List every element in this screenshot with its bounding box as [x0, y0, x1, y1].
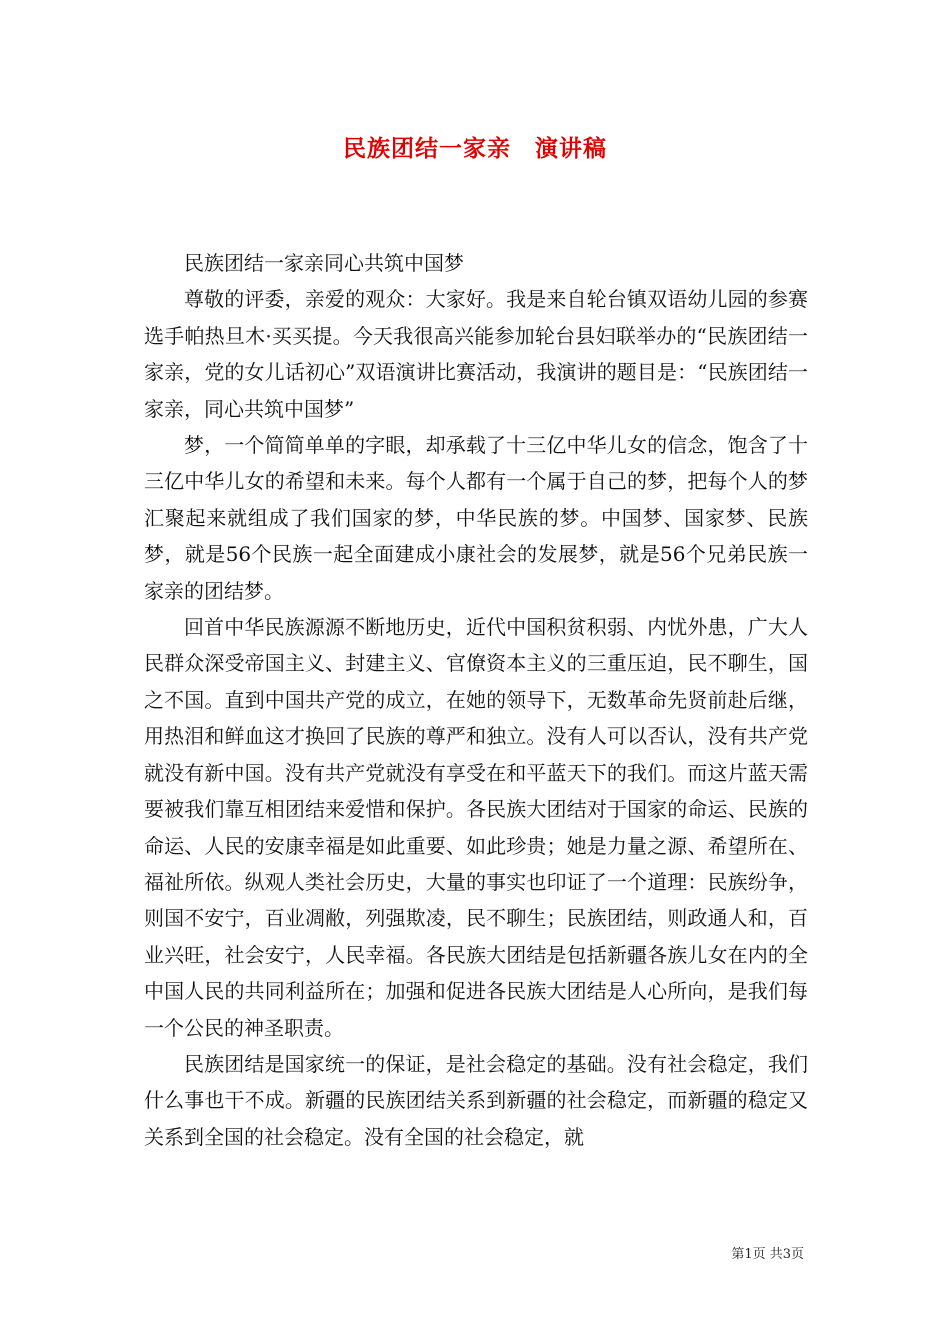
unity-paragraph: 民族团结是国家统一的保证，是社会稳定的基础。没有社会稳定，我们什么事也干不成。新疆的民族团结关系到新疆的社会稳定，而新疆的稳定又关系到全国的社会稳定。没有全国的社会稳定，就	[144, 1051, 808, 1149]
history-paragraph: 回首中华民族源源不断地历史，近代中国积贫积弱、内忧外患，广大人民群众深受帝国主义、封建主义、官僚资本主义的三重压迫，民不聊生，国之不国。直到中国共产党的成立，在她的领导下，无数革命先贤前赴后继，用热泪和鲜血这才换回了民族的尊严和独立。没有人可以否认，没有共产党就没有新中国。没有共产党就没有享受在和平蓝天下的我们。而这片蓝天需要被我们靠互相团结来爱惜和保护。各民族大团结对于国家的命运、民族的命运、人民的安康幸福是如此重要、如此珍贵；她是力量之源、希望所在、福祉所依。纵观人类社会历史，大量的事实也印证了一个道理：民族纷争，则国不安宁，百业凋敝，列强欺凌，民不聊生；民族团结，则政通人和，百业兴旺，社会安宁，人民幸福。各民族大团结是包括新疆各族儿女在内的全中国人民的共同利益所在；加强和促进各民族大团结是人心所向，是我们每一个公民的神圣职责。	[144, 615, 808, 1040]
document-title: 民族团结一家亲 演讲稿	[343, 135, 607, 162]
page-number-footer: 第1页 共3页	[731, 1247, 804, 1262]
greeting-paragraph: 尊敬的评委，亲爱的观众：大家好。我是来自轮台镇双语幼儿园的参赛选手帕热旦木·买买提。今天我很高兴能参加轮台县妇联举办的“民族团结一家亲，党的女儿话初心”双语演讲比赛活动，我演讲的题目是：“民族团结一家亲，同心共筑中国梦”	[144, 287, 808, 421]
document-body	[144, 245, 808, 1155]
subtitle-paragraph: 民族团结一家亲同心共筑中国梦	[184, 251, 464, 275]
dream-paragraph: 梦，一个简简单单的字眼，却承载了十三亿中华儿女的信念，饱含了十三亿中华儿女的希望和未来。每个人都有一个属于自己的梦，把每个人的梦汇聚起来就组成了我们国家的梦，中华民族的梦。中国梦、国家梦、民族梦，就是56个民族一起全面建成小康社会的发展梦，就是56个兄弟民族一家亲的团结梦。	[144, 433, 808, 603]
